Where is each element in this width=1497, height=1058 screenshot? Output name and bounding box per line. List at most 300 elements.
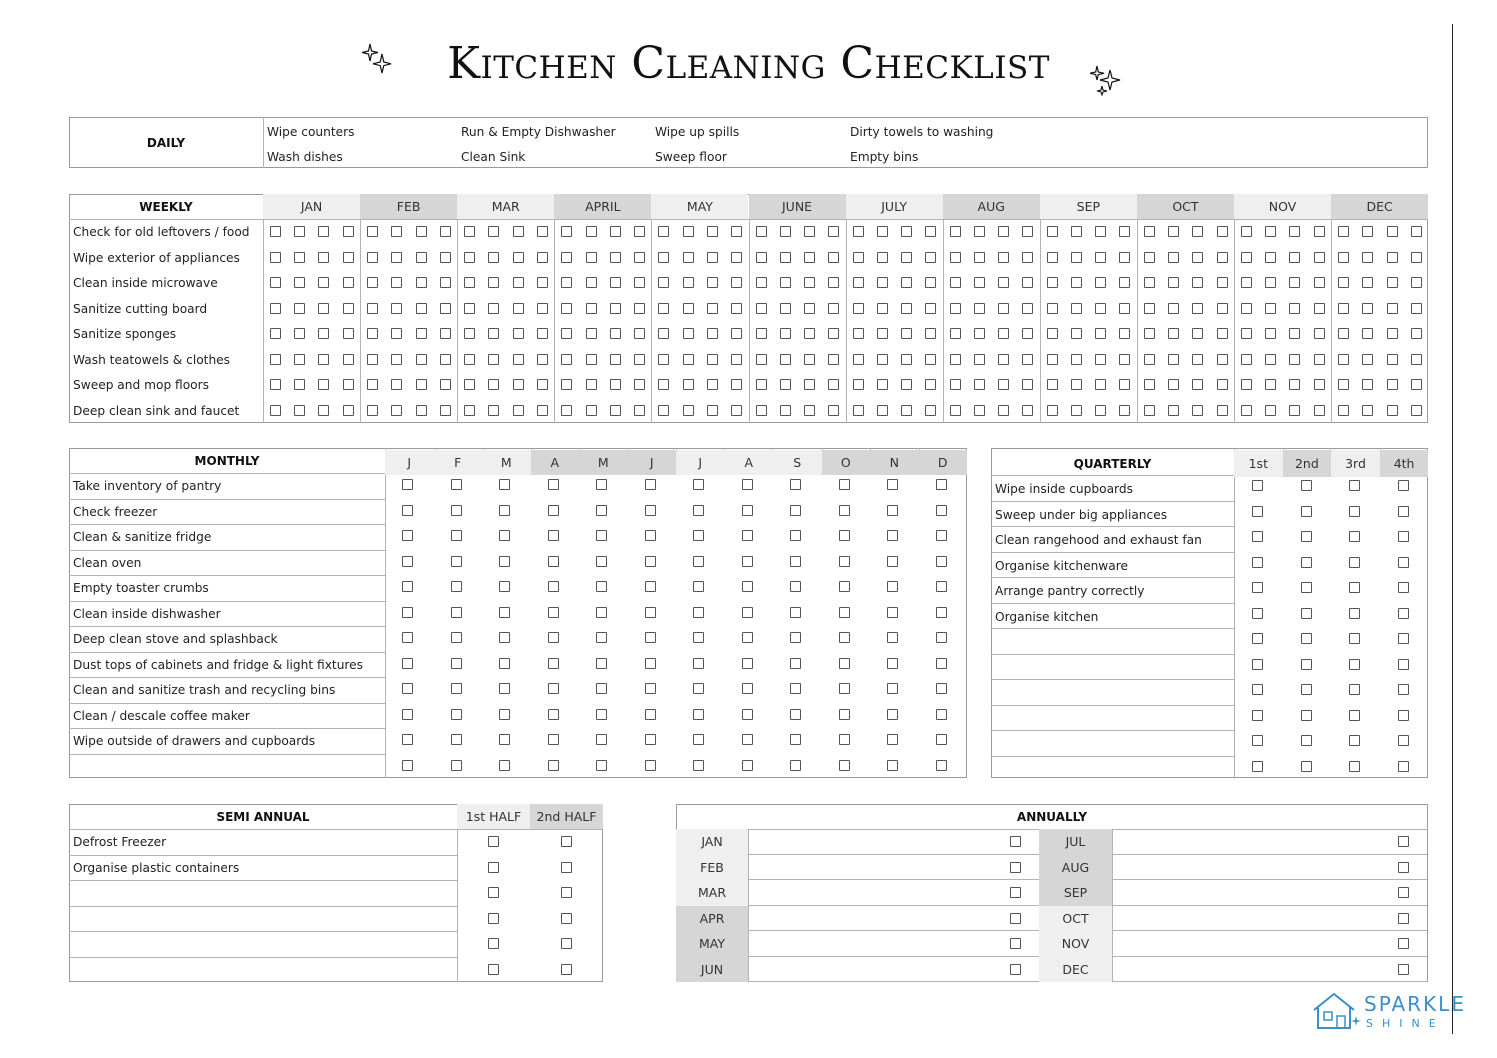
task-checkbox[interactable] <box>853 405 864 416</box>
task-checkbox[interactable] <box>402 632 413 643</box>
task-checkbox[interactable] <box>548 530 559 541</box>
task-checkbox[interactable] <box>683 354 694 365</box>
task-checkbox[interactable] <box>1252 659 1263 670</box>
task-checkbox[interactable] <box>790 734 801 745</box>
task-checkbox[interactable] <box>901 277 912 288</box>
task-checkbox[interactable] <box>537 303 548 314</box>
task-checkbox[interactable] <box>1398 964 1409 975</box>
task-checkbox[interactable] <box>1411 303 1422 314</box>
task-checkbox[interactable] <box>1168 277 1179 288</box>
task-checkbox[interactable] <box>1387 405 1398 416</box>
task-checkbox[interactable] <box>548 607 559 618</box>
task-checkbox[interactable] <box>901 405 912 416</box>
task-checkbox[interactable] <box>548 760 559 771</box>
task-checkbox[interactable] <box>780 379 791 390</box>
task-checkbox[interactable] <box>756 303 767 314</box>
task-checkbox[interactable] <box>1144 226 1155 237</box>
task-checkbox[interactable] <box>683 303 694 314</box>
task-checkbox[interactable] <box>742 607 753 618</box>
task-checkbox[interactable] <box>756 354 767 365</box>
task-checkbox[interactable] <box>742 709 753 720</box>
task-checkbox[interactable] <box>645 760 656 771</box>
task-checkbox[interactable] <box>1387 252 1398 263</box>
task-checkbox[interactable] <box>1010 836 1021 847</box>
task-checkbox[interactable] <box>839 709 850 720</box>
task-checkbox[interactable] <box>804 405 815 416</box>
task-checkbox[interactable] <box>804 277 815 288</box>
task-checkbox[interactable] <box>464 303 475 314</box>
task-checkbox[interactable] <box>610 354 621 365</box>
task-checkbox[interactable] <box>839 632 850 643</box>
task-checkbox[interactable] <box>828 226 839 237</box>
task-checkbox[interactable] <box>877 303 888 314</box>
task-checkbox[interactable] <box>742 760 753 771</box>
task-checkbox[interactable] <box>693 658 704 669</box>
task-checkbox[interactable] <box>1119 405 1130 416</box>
task-checkbox[interactable] <box>756 379 767 390</box>
task-checkbox[interactable] <box>1301 684 1312 695</box>
task-checkbox[interactable] <box>343 328 354 339</box>
task-checkbox[interactable] <box>901 252 912 263</box>
task-checkbox[interactable] <box>1398 659 1409 670</box>
task-checkbox[interactable] <box>1338 226 1349 237</box>
task-checkbox[interactable] <box>693 505 704 516</box>
task-checkbox[interactable] <box>645 734 656 745</box>
task-checkbox[interactable] <box>901 328 912 339</box>
task-checkbox[interactable] <box>1047 354 1058 365</box>
task-checkbox[interactable] <box>1071 379 1082 390</box>
task-checkbox[interactable] <box>887 581 898 592</box>
task-checkbox[interactable] <box>1119 354 1130 365</box>
task-checkbox[interactable] <box>828 405 839 416</box>
task-checkbox[interactable] <box>853 226 864 237</box>
task-checkbox[interactable] <box>548 581 559 592</box>
task-checkbox[interactable] <box>318 354 329 365</box>
task-checkbox[interactable] <box>586 405 597 416</box>
task-checkbox[interactable] <box>839 479 850 490</box>
task-checkbox[interactable] <box>1398 633 1409 644</box>
task-checkbox[interactable] <box>1362 252 1373 263</box>
task-checkbox[interactable] <box>1047 405 1058 416</box>
task-checkbox[interactable] <box>634 354 645 365</box>
task-checkbox[interactable] <box>1349 506 1360 517</box>
task-checkbox[interactable] <box>998 328 1009 339</box>
task-checkbox[interactable] <box>488 277 499 288</box>
task-checkbox[interactable] <box>1022 405 1033 416</box>
task-checkbox[interactable] <box>1192 226 1203 237</box>
task-checkbox[interactable] <box>839 556 850 567</box>
task-checkbox[interactable] <box>416 252 427 263</box>
task-checkbox[interactable] <box>901 354 912 365</box>
task-checkbox[interactable] <box>294 303 305 314</box>
task-checkbox[interactable] <box>391 405 402 416</box>
task-checkbox[interactable] <box>1241 405 1252 416</box>
task-checkbox[interactable] <box>451 505 462 516</box>
task-checkbox[interactable] <box>561 379 572 390</box>
task-checkbox[interactable] <box>731 226 742 237</box>
task-checkbox[interactable] <box>402 709 413 720</box>
task-checkbox[interactable] <box>756 405 767 416</box>
task-checkbox[interactable] <box>936 734 947 745</box>
task-checkbox[interactable] <box>1338 354 1349 365</box>
task-checkbox[interactable] <box>367 379 378 390</box>
task-checkbox[interactable] <box>742 530 753 541</box>
task-checkbox[interactable] <box>1265 379 1276 390</box>
task-checkbox[interactable] <box>828 379 839 390</box>
task-checkbox[interactable] <box>402 683 413 694</box>
task-checkbox[interactable] <box>877 328 888 339</box>
task-checkbox[interactable] <box>294 354 305 365</box>
task-checkbox[interactable] <box>1398 531 1409 542</box>
task-checkbox[interactable] <box>610 379 621 390</box>
task-checkbox[interactable] <box>645 556 656 567</box>
task-checkbox[interactable] <box>1265 354 1276 365</box>
task-checkbox[interactable] <box>634 252 645 263</box>
task-checkbox[interactable] <box>1398 582 1409 593</box>
task-checkbox[interactable] <box>416 328 427 339</box>
task-checkbox[interactable] <box>499 658 510 669</box>
task-checkbox[interactable] <box>1047 379 1058 390</box>
task-checkbox[interactable] <box>440 405 451 416</box>
task-checkbox[interactable] <box>1411 252 1422 263</box>
task-checkbox[interactable] <box>464 328 475 339</box>
task-checkbox[interactable] <box>1362 328 1373 339</box>
task-checkbox[interactable] <box>1119 252 1130 263</box>
task-checkbox[interactable] <box>974 252 985 263</box>
task-checkbox[interactable] <box>950 303 961 314</box>
task-checkbox[interactable] <box>488 836 499 847</box>
task-checkbox[interactable] <box>925 354 936 365</box>
task-checkbox[interactable] <box>1301 582 1312 593</box>
task-checkbox[interactable] <box>402 581 413 592</box>
task-checkbox[interactable] <box>853 303 864 314</box>
task-checkbox[interactable] <box>1387 328 1398 339</box>
task-checkbox[interactable] <box>1217 354 1228 365</box>
task-checkbox[interactable] <box>1349 608 1360 619</box>
task-checkbox[interactable] <box>464 252 475 263</box>
task-checkbox[interactable] <box>1411 226 1422 237</box>
task-checkbox[interactable] <box>742 581 753 592</box>
task-checkbox[interactable] <box>1144 405 1155 416</box>
task-checkbox[interactable] <box>1387 303 1398 314</box>
task-checkbox[interactable] <box>925 252 936 263</box>
task-checkbox[interactable] <box>1144 379 1155 390</box>
task-checkbox[interactable] <box>1252 582 1263 593</box>
task-checkbox[interactable] <box>499 709 510 720</box>
task-checkbox[interactable] <box>488 226 499 237</box>
task-checkbox[interactable] <box>1362 303 1373 314</box>
task-checkbox[interactable] <box>790 658 801 669</box>
task-checkbox[interactable] <box>294 405 305 416</box>
task-checkbox[interactable] <box>499 479 510 490</box>
task-checkbox[interactable] <box>451 709 462 720</box>
task-checkbox[interactable] <box>790 479 801 490</box>
task-checkbox[interactable] <box>1338 405 1349 416</box>
task-checkbox[interactable] <box>693 556 704 567</box>
task-checkbox[interactable] <box>780 277 791 288</box>
task-checkbox[interactable] <box>513 277 524 288</box>
task-checkbox[interactable] <box>853 379 864 390</box>
task-checkbox[interactable] <box>683 379 694 390</box>
task-checkbox[interactable] <box>488 328 499 339</box>
task-checkbox[interactable] <box>548 709 559 720</box>
task-checkbox[interactable] <box>416 379 427 390</box>
task-checkbox[interactable] <box>1119 303 1130 314</box>
task-checkbox[interactable] <box>804 354 815 365</box>
task-checkbox[interactable] <box>950 405 961 416</box>
task-checkbox[interactable] <box>402 734 413 745</box>
task-checkbox[interactable] <box>828 354 839 365</box>
task-checkbox[interactable] <box>610 226 621 237</box>
task-checkbox[interactable] <box>1314 379 1325 390</box>
task-checkbox[interactable] <box>537 354 548 365</box>
task-checkbox[interactable] <box>839 658 850 669</box>
task-checkbox[interactable] <box>451 734 462 745</box>
task-checkbox[interactable] <box>416 354 427 365</box>
task-checkbox[interactable] <box>887 632 898 643</box>
task-checkbox[interactable] <box>513 226 524 237</box>
task-checkbox[interactable] <box>343 379 354 390</box>
task-checkbox[interactable] <box>1349 735 1360 746</box>
task-checkbox[interactable] <box>499 607 510 618</box>
task-checkbox[interactable] <box>998 303 1009 314</box>
task-checkbox[interactable] <box>853 328 864 339</box>
task-checkbox[interactable] <box>1252 506 1263 517</box>
task-checkbox[interactable] <box>1010 938 1021 949</box>
task-checkbox[interactable] <box>707 405 718 416</box>
task-checkbox[interactable] <box>950 354 961 365</box>
task-checkbox[interactable] <box>731 277 742 288</box>
task-checkbox[interactable] <box>1301 557 1312 568</box>
task-checkbox[interactable] <box>1349 480 1360 491</box>
task-checkbox[interactable] <box>1398 913 1409 924</box>
task-checkbox[interactable] <box>499 505 510 516</box>
task-checkbox[interactable] <box>537 252 548 263</box>
task-checkbox[interactable] <box>402 505 413 516</box>
task-checkbox[interactable] <box>1349 557 1360 568</box>
task-checkbox[interactable] <box>998 252 1009 263</box>
task-checkbox[interactable] <box>391 277 402 288</box>
task-checkbox[interactable] <box>1241 379 1252 390</box>
task-checkbox[interactable] <box>925 303 936 314</box>
task-checkbox[interactable] <box>270 277 281 288</box>
task-checkbox[interactable] <box>974 277 985 288</box>
task-checkbox[interactable] <box>645 505 656 516</box>
task-checkbox[interactable] <box>1398 710 1409 721</box>
task-checkbox[interactable] <box>499 632 510 643</box>
task-checkbox[interactable] <box>1144 354 1155 365</box>
task-checkbox[interactable] <box>925 277 936 288</box>
task-checkbox[interactable] <box>1265 405 1276 416</box>
task-checkbox[interactable] <box>561 252 572 263</box>
task-checkbox[interactable] <box>1047 303 1058 314</box>
task-checkbox[interactable] <box>998 277 1009 288</box>
task-checkbox[interactable] <box>416 226 427 237</box>
task-checkbox[interactable] <box>1047 328 1058 339</box>
task-checkbox[interactable] <box>1398 761 1409 772</box>
task-checkbox[interactable] <box>936 581 947 592</box>
task-checkbox[interactable] <box>887 709 898 720</box>
task-checkbox[interactable] <box>683 405 694 416</box>
task-checkbox[interactable] <box>343 405 354 416</box>
task-checkbox[interactable] <box>440 354 451 365</box>
task-checkbox[interactable] <box>294 379 305 390</box>
task-checkbox[interactable] <box>790 683 801 694</box>
task-checkbox[interactable] <box>790 505 801 516</box>
task-checkbox[interactable] <box>1314 226 1325 237</box>
task-checkbox[interactable] <box>440 303 451 314</box>
task-checkbox[interactable] <box>488 405 499 416</box>
task-checkbox[interactable] <box>950 328 961 339</box>
task-checkbox[interactable] <box>790 760 801 771</box>
task-checkbox[interactable] <box>1387 354 1398 365</box>
task-checkbox[interactable] <box>464 226 475 237</box>
task-checkbox[interactable] <box>343 226 354 237</box>
task-checkbox[interactable] <box>561 938 572 949</box>
task-checkbox[interactable] <box>596 632 607 643</box>
task-checkbox[interactable] <box>1265 252 1276 263</box>
task-checkbox[interactable] <box>998 405 1009 416</box>
task-checkbox[interactable] <box>707 226 718 237</box>
task-checkbox[interactable] <box>596 734 607 745</box>
task-checkbox[interactable] <box>596 709 607 720</box>
task-checkbox[interactable] <box>1349 659 1360 670</box>
task-checkbox[interactable] <box>1241 226 1252 237</box>
task-checkbox[interactable] <box>658 252 669 263</box>
task-checkbox[interactable] <box>1362 226 1373 237</box>
task-checkbox[interactable] <box>658 379 669 390</box>
task-checkbox[interactable] <box>707 379 718 390</box>
task-checkbox[interactable] <box>367 328 378 339</box>
task-checkbox[interactable] <box>1289 226 1300 237</box>
task-checkbox[interactable] <box>804 252 815 263</box>
task-checkbox[interactable] <box>402 479 413 490</box>
task-checkbox[interactable] <box>537 226 548 237</box>
task-checkbox[interactable] <box>1071 226 1082 237</box>
task-checkbox[interactable] <box>925 405 936 416</box>
task-checkbox[interactable] <box>1349 684 1360 695</box>
task-checkbox[interactable] <box>1398 557 1409 568</box>
task-checkbox[interactable] <box>318 405 329 416</box>
task-checkbox[interactable] <box>586 277 597 288</box>
task-checkbox[interactable] <box>1362 277 1373 288</box>
task-checkbox[interactable] <box>887 683 898 694</box>
task-checkbox[interactable] <box>451 581 462 592</box>
task-checkbox[interactable] <box>1314 303 1325 314</box>
task-checkbox[interactable] <box>1398 862 1409 873</box>
task-checkbox[interactable] <box>742 683 753 694</box>
task-checkbox[interactable] <box>1119 328 1130 339</box>
task-checkbox[interactable] <box>634 226 645 237</box>
task-checkbox[interactable] <box>1338 252 1349 263</box>
task-checkbox[interactable] <box>318 277 329 288</box>
task-checkbox[interactable] <box>548 556 559 567</box>
task-checkbox[interactable] <box>1010 862 1021 873</box>
task-checkbox[interactable] <box>1301 710 1312 721</box>
task-checkbox[interactable] <box>318 252 329 263</box>
task-checkbox[interactable] <box>596 760 607 771</box>
task-checkbox[interactable] <box>596 607 607 618</box>
task-checkbox[interactable] <box>790 709 801 720</box>
task-checkbox[interactable] <box>513 252 524 263</box>
task-checkbox[interactable] <box>634 405 645 416</box>
task-checkbox[interactable] <box>877 277 888 288</box>
task-checkbox[interactable] <box>402 530 413 541</box>
task-checkbox[interactable] <box>548 632 559 643</box>
task-checkbox[interactable] <box>731 328 742 339</box>
task-checkbox[interactable] <box>925 379 936 390</box>
task-checkbox[interactable] <box>1241 252 1252 263</box>
task-checkbox[interactable] <box>839 581 850 592</box>
task-checkbox[interactable] <box>731 354 742 365</box>
task-checkbox[interactable] <box>513 303 524 314</box>
task-checkbox[interactable] <box>1144 303 1155 314</box>
task-checkbox[interactable] <box>790 632 801 643</box>
task-checkbox[interactable] <box>1168 328 1179 339</box>
task-checkbox[interactable] <box>925 226 936 237</box>
task-checkbox[interactable] <box>780 303 791 314</box>
task-checkbox[interactable] <box>1047 277 1058 288</box>
task-checkbox[interactable] <box>658 354 669 365</box>
task-checkbox[interactable] <box>1387 277 1398 288</box>
task-checkbox[interactable] <box>596 530 607 541</box>
task-checkbox[interactable] <box>804 379 815 390</box>
task-checkbox[interactable] <box>1301 480 1312 491</box>
task-checkbox[interactable] <box>402 658 413 669</box>
task-checkbox[interactable] <box>1047 252 1058 263</box>
task-checkbox[interactable] <box>1398 684 1409 695</box>
task-checkbox[interactable] <box>1349 633 1360 644</box>
task-checkbox[interactable] <box>1168 354 1179 365</box>
task-checkbox[interactable] <box>1010 964 1021 975</box>
task-checkbox[interactable] <box>1265 226 1276 237</box>
task-checkbox[interactable] <box>1119 277 1130 288</box>
task-checkbox[interactable] <box>1338 379 1349 390</box>
task-checkbox[interactable] <box>318 303 329 314</box>
task-checkbox[interactable] <box>1192 379 1203 390</box>
task-checkbox[interactable] <box>1022 226 1033 237</box>
task-checkbox[interactable] <box>402 760 413 771</box>
task-checkbox[interactable] <box>499 760 510 771</box>
task-checkbox[interactable] <box>645 709 656 720</box>
task-checkbox[interactable] <box>925 328 936 339</box>
task-checkbox[interactable] <box>270 328 281 339</box>
task-checkbox[interactable] <box>839 760 850 771</box>
task-checkbox[interactable] <box>1071 405 1082 416</box>
task-checkbox[interactable] <box>1217 379 1228 390</box>
task-checkbox[interactable] <box>294 277 305 288</box>
task-checkbox[interactable] <box>488 938 499 949</box>
task-checkbox[interactable] <box>1047 226 1058 237</box>
task-checkbox[interactable] <box>1192 354 1203 365</box>
task-checkbox[interactable] <box>270 405 281 416</box>
task-checkbox[interactable] <box>1338 277 1349 288</box>
task-checkbox[interactable] <box>1217 405 1228 416</box>
task-checkbox[interactable] <box>488 303 499 314</box>
task-checkbox[interactable] <box>586 354 597 365</box>
task-checkbox[interactable] <box>998 379 1009 390</box>
task-checkbox[interactable] <box>537 328 548 339</box>
task-checkbox[interactable] <box>693 709 704 720</box>
task-checkbox[interactable] <box>537 405 548 416</box>
task-checkbox[interactable] <box>343 277 354 288</box>
task-checkbox[interactable] <box>561 862 572 873</box>
task-checkbox[interactable] <box>1338 328 1349 339</box>
task-checkbox[interactable] <box>488 964 499 975</box>
task-checkbox[interactable] <box>839 734 850 745</box>
task-checkbox[interactable] <box>887 734 898 745</box>
task-checkbox[interactable] <box>634 303 645 314</box>
